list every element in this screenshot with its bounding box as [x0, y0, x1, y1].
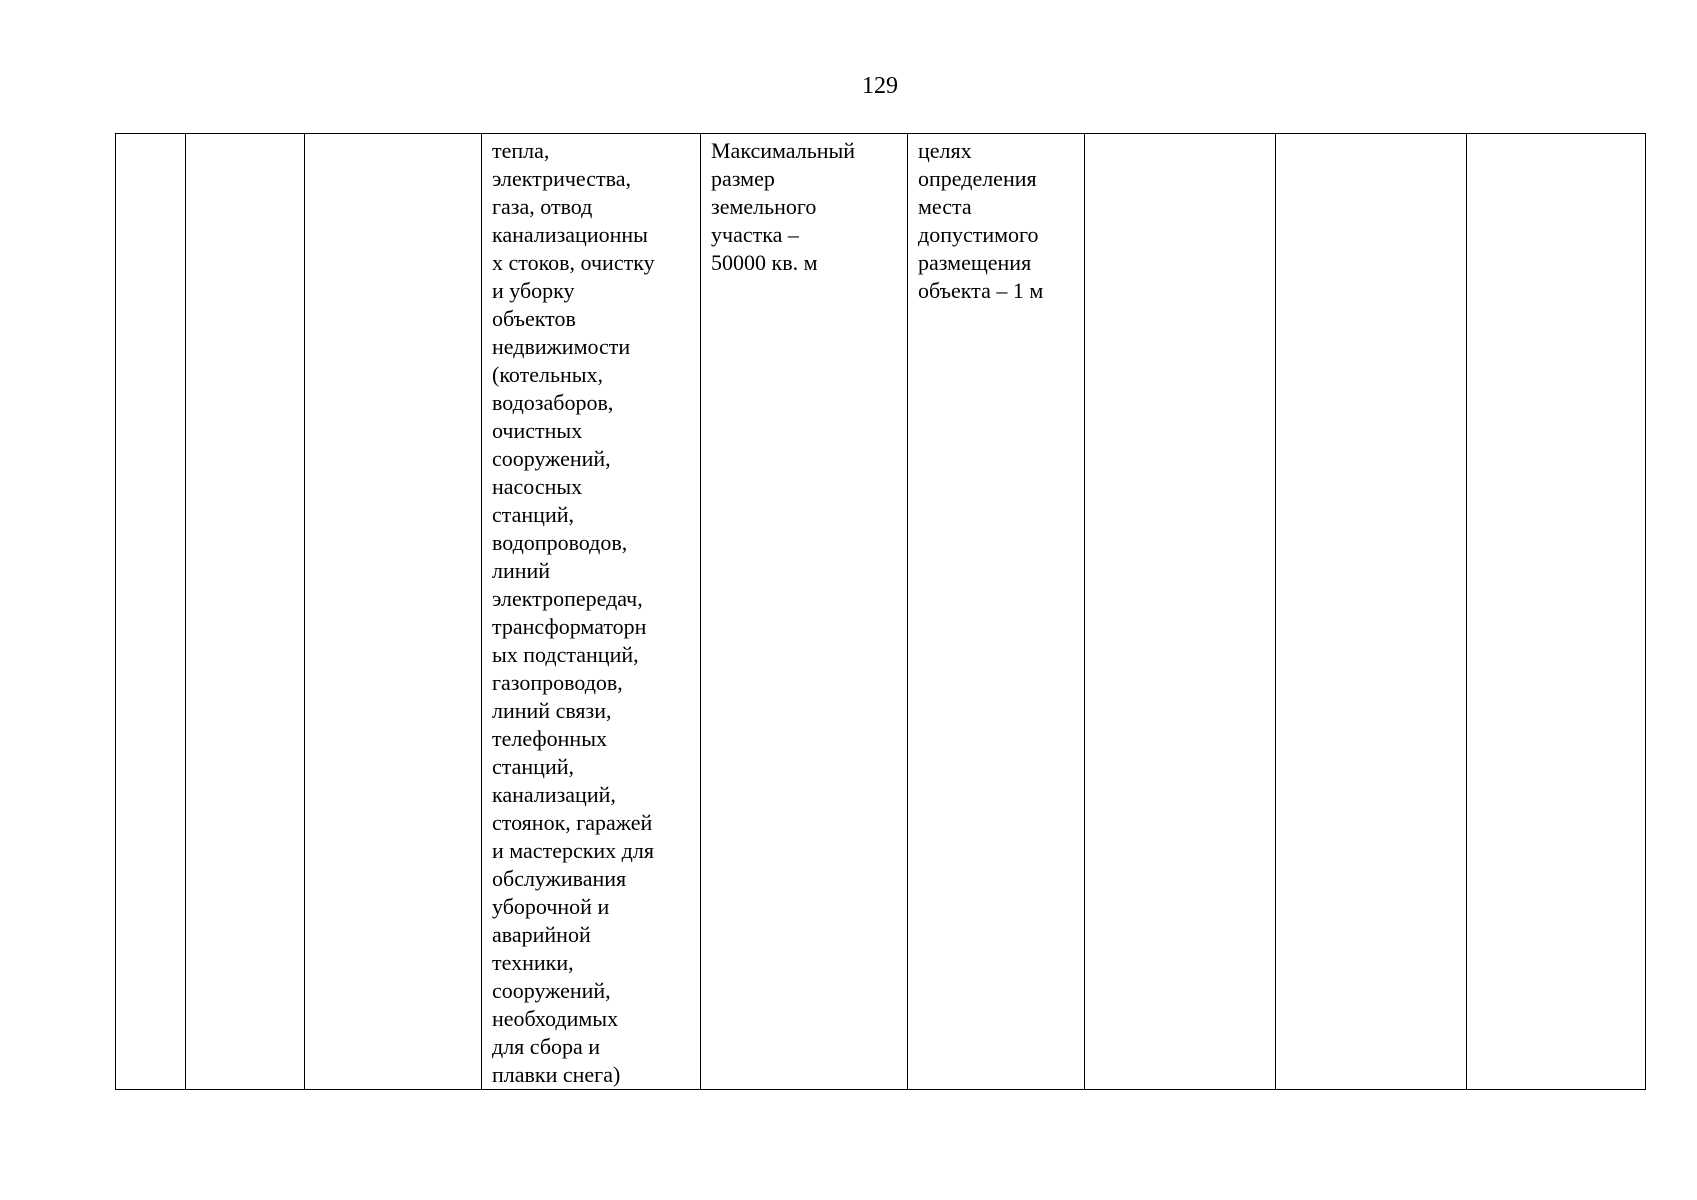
- text-line: недвижимости: [492, 334, 631, 359]
- text-line: телефонных: [492, 726, 607, 751]
- text-line: размещения: [918, 250, 1032, 275]
- text-line: для сбора и: [492, 1034, 601, 1059]
- text-line: линий связи,: [492, 698, 612, 723]
- text-line: канализационны: [492, 222, 648, 247]
- text-line: объекта – 1 м: [918, 278, 1044, 303]
- text-line: линий: [492, 558, 551, 583]
- text-line: х стоков, очистку: [492, 250, 655, 275]
- text-line: водозаборов,: [492, 390, 614, 415]
- text-line: 50000 кв. м: [711, 250, 818, 275]
- text-line: водопроводов,: [492, 530, 628, 555]
- table-cell-utilities-description: [482, 134, 701, 1090]
- text-line: ых подстанций,: [492, 642, 639, 667]
- text-line: Максимальный: [711, 138, 856, 163]
- table-cell-col-7: [1085, 134, 1276, 1090]
- table-cell-col-3: [305, 134, 482, 1090]
- text-line: уборочной и: [492, 894, 610, 919]
- text-line: техники,: [492, 950, 574, 975]
- text-line: очистных: [492, 418, 583, 443]
- text-line: аварийной: [492, 922, 591, 947]
- text-line: газа, отвод: [492, 194, 593, 219]
- table-cell-max-plot-size: [701, 134, 908, 1090]
- text-line: электропередач,: [492, 586, 643, 611]
- text-line: газопроводов,: [492, 670, 623, 695]
- setback-text: [918, 137, 1074, 305]
- table-cell-setback: [908, 134, 1085, 1090]
- table-cell-col-1: [116, 134, 186, 1090]
- page-number: 129: [862, 73, 898, 99]
- text-line: определения: [918, 166, 1037, 191]
- text-line: и уборку: [492, 278, 575, 303]
- text-line: необходимых: [492, 1006, 619, 1031]
- text-line: станций,: [492, 502, 575, 527]
- text-line: места: [918, 194, 972, 219]
- text-line: размер: [711, 166, 775, 191]
- table-row: [116, 134, 1646, 1090]
- text-line: допустимого: [918, 222, 1039, 247]
- text-line: и мастерских для: [492, 838, 654, 863]
- max-plot-size-text: [711, 137, 897, 277]
- document-table: [115, 133, 1646, 1090]
- text-line: (котельных,: [492, 362, 604, 387]
- table-cell-col-2: [186, 134, 305, 1090]
- text-line: земельного: [711, 194, 817, 219]
- text-line: станций,: [492, 754, 575, 779]
- table-cell-col-8: [1276, 134, 1467, 1090]
- text-line: сооружений,: [492, 978, 611, 1003]
- text-line: объектов: [492, 306, 576, 331]
- text-line: обслуживания: [492, 866, 627, 891]
- text-line: насосных: [492, 474, 583, 499]
- text-line: стоянок, гаражей: [492, 810, 653, 835]
- text-line: канализаций,: [492, 782, 616, 807]
- text-line: электричества,: [492, 166, 631, 191]
- text-line: сооружений,: [492, 446, 611, 471]
- text-line: участка –: [711, 222, 799, 247]
- utilities-description-text: [492, 137, 690, 1089]
- text-line: целях: [918, 138, 972, 163]
- table-cell-col-9: [1467, 134, 1646, 1090]
- text-line: трансформаторн: [492, 614, 647, 639]
- text-line: плавки снега): [492, 1062, 621, 1087]
- text-line: тепла,: [492, 138, 550, 163]
